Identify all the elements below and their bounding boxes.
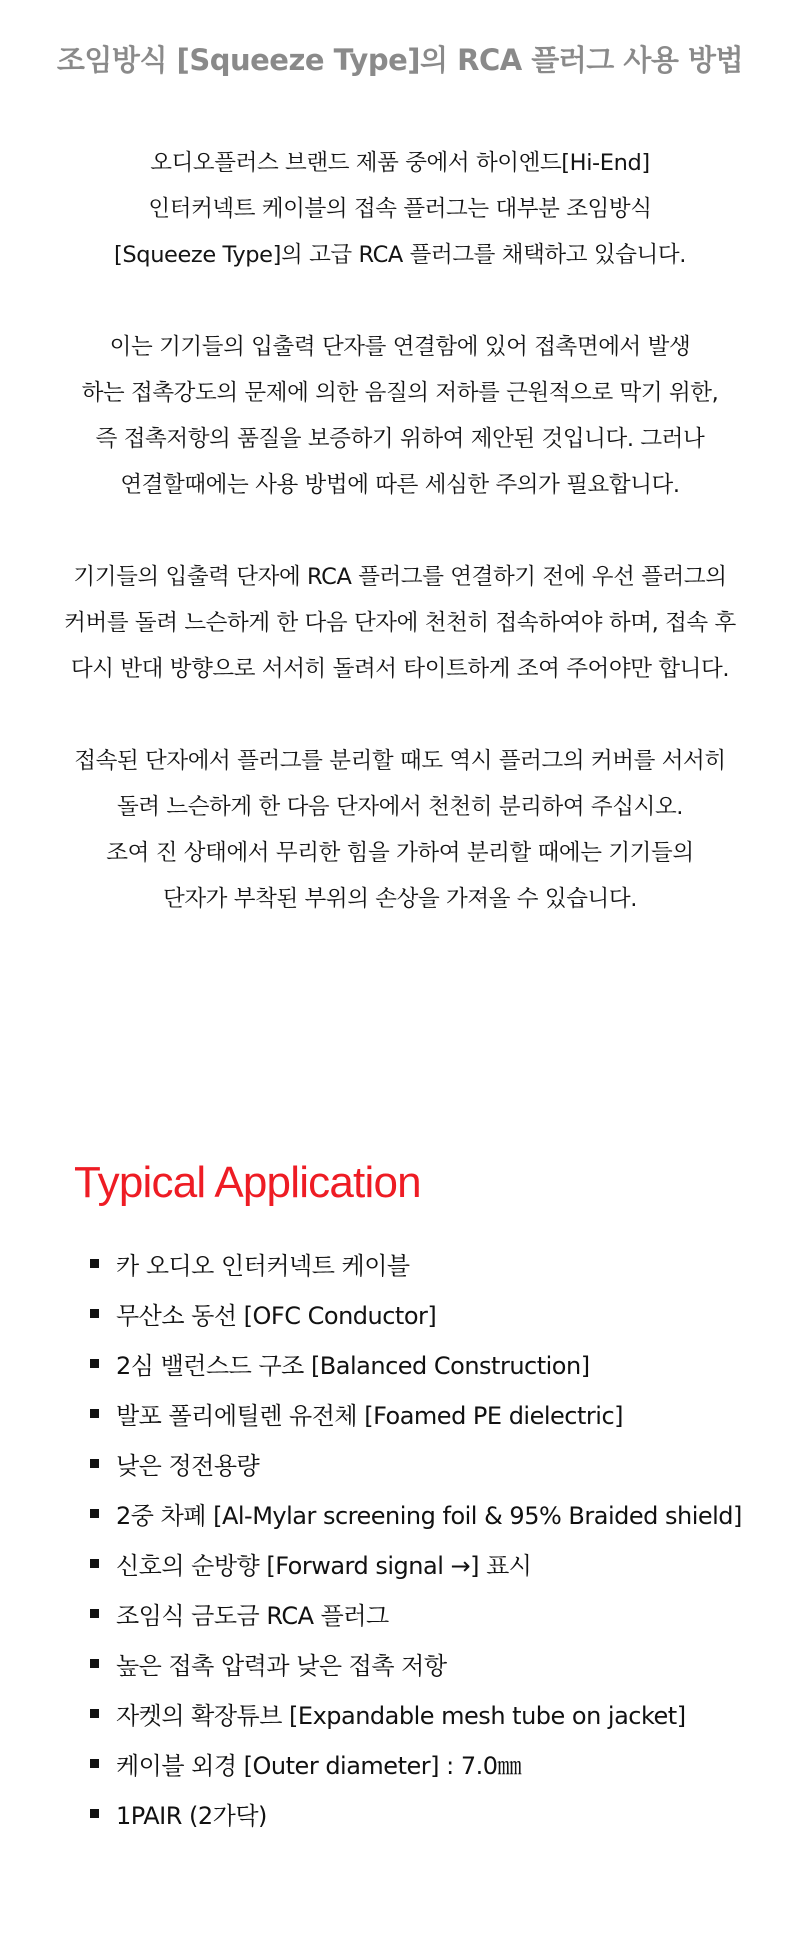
usage-instructions: [0, 140, 800, 968]
paragraph-line: 접속된 단자에서 플러그를 분리할 때도 역시 플러그의 커버를 서서히: [74, 748, 726, 774]
feature-text: 1PAIR (2가닥): [116, 1801, 267, 1830]
paragraph-connecting: [0, 554, 800, 692]
feature-text: 카 오디오 인터커넥트 케이블: [116, 1251, 410, 1280]
feature-text: 낮은 정전용량: [116, 1451, 260, 1480]
square-bullet-icon: [90, 1259, 99, 1268]
list-item: [90, 1288, 742, 1338]
list-item: [90, 1688, 742, 1738]
square-bullet-icon: [90, 1359, 99, 1368]
square-bullet-icon: [90, 1609, 99, 1618]
feature-text: 케이블 외경 [Outer diameter] : 7.0㎜: [116, 1751, 521, 1780]
square-bullet-icon: [90, 1459, 99, 1468]
list-item: [90, 1788, 742, 1838]
square-bullet-icon: [90, 1659, 99, 1668]
paragraph-line: 단자가 부착된 부위의 손상을 가져올 수 있습니다.: [163, 886, 637, 912]
paragraph-line: 연결할때에는 사용 방법에 따른 세심한 주의가 필요합니다.: [120, 472, 680, 498]
square-bullet-icon: [90, 1559, 99, 1568]
feature-text: 자켓의 확장튜브 [Expandable mesh tube on jacket]: [116, 1701, 686, 1730]
feature-list: [90, 1238, 742, 1838]
square-bullet-icon: [90, 1809, 99, 1818]
square-bullet-icon: [90, 1509, 99, 1518]
paragraph-line: 다시 반대 방향으로 서서히 돌려서 타이트하게 조여 주어야만 합니다.: [70, 656, 730, 682]
feature-text: 발포 폴리에틸렌 유전체 [Foamed PE dielectric]: [116, 1401, 624, 1430]
list-item: [90, 1488, 742, 1538]
paragraph-line: 조여 진 상태에서 무리한 힘을 가하여 분리할 때에는 기기들의: [106, 840, 694, 866]
paragraph-line: 커버를 돌려 느슨하게 한 다음 단자에 천천히 접속하여야 하며, 접속 후: [64, 610, 736, 636]
paragraph-purpose: [0, 324, 800, 508]
paragraph-line: 기기들의 입출력 단자에 RCA 플러그를 연결하기 전에 우선 플러그의: [73, 564, 727, 590]
list-item: [90, 1738, 742, 1788]
feature-text: 무산소 동선 [OFC Conductor]: [116, 1301, 437, 1330]
list-item: [90, 1338, 742, 1388]
feature-text: 신호의 순방향 [Forward signal →] 표시: [116, 1551, 532, 1580]
paragraph-disconnecting: [0, 738, 800, 922]
square-bullet-icon: [90, 1759, 99, 1768]
paragraph-line: 돌려 느슨하게 한 다음 단자에서 천천히 분리하여 주십시오.: [116, 794, 684, 820]
paragraph-line: 하는 접촉강도의 문제에 의한 음질의 저하를 근원적으로 막기 위한,: [81, 380, 719, 406]
list-item: [90, 1438, 742, 1488]
list-item: [90, 1588, 742, 1638]
typical-application-heading: Typical Application: [74, 1158, 421, 1207]
paragraph-line: 즉 접촉저항의 품질을 보증하기 위하여 제안된 것입니다. 그러나: [95, 426, 705, 452]
square-bullet-icon: [90, 1709, 99, 1718]
list-item: [90, 1538, 742, 1588]
paragraph-line: 이는 기기들의 입출력 단자를 연결함에 있어 접촉면에서 발생: [109, 334, 691, 360]
square-bullet-icon: [90, 1409, 99, 1418]
list-item: [90, 1638, 742, 1688]
paragraph-line: [Squeeze Type]의 고급 RCA 플러그를 채택하고 있습니다.: [114, 242, 686, 268]
feature-text: 2심 밸런스드 구조 [Balanced Construction]: [116, 1351, 590, 1380]
paragraph-line: 인터커넥트 케이블의 접속 플러그는 대부분 조임방식: [148, 196, 652, 222]
feature-text: 2중 차폐 [Al-Mylar screening foil & 95% Braided shield]: [116, 1501, 742, 1530]
page-title: 조임방식 [Squeeze Type]의 RCA 플러그 사용 방법: [56, 43, 744, 77]
paragraph-intro: [0, 140, 800, 278]
feature-text: 조임식 금도금 RCA 플러그: [116, 1601, 389, 1630]
paragraph-line: 오디오플러스 브랜드 제품 중에서 하이엔드[Hi-End]: [150, 150, 650, 176]
square-bullet-icon: [90, 1309, 99, 1318]
list-item: [90, 1388, 742, 1438]
list-item: [90, 1238, 742, 1288]
feature-text: 높은 접촉 압력과 낮은 접촉 저항: [116, 1651, 447, 1680]
